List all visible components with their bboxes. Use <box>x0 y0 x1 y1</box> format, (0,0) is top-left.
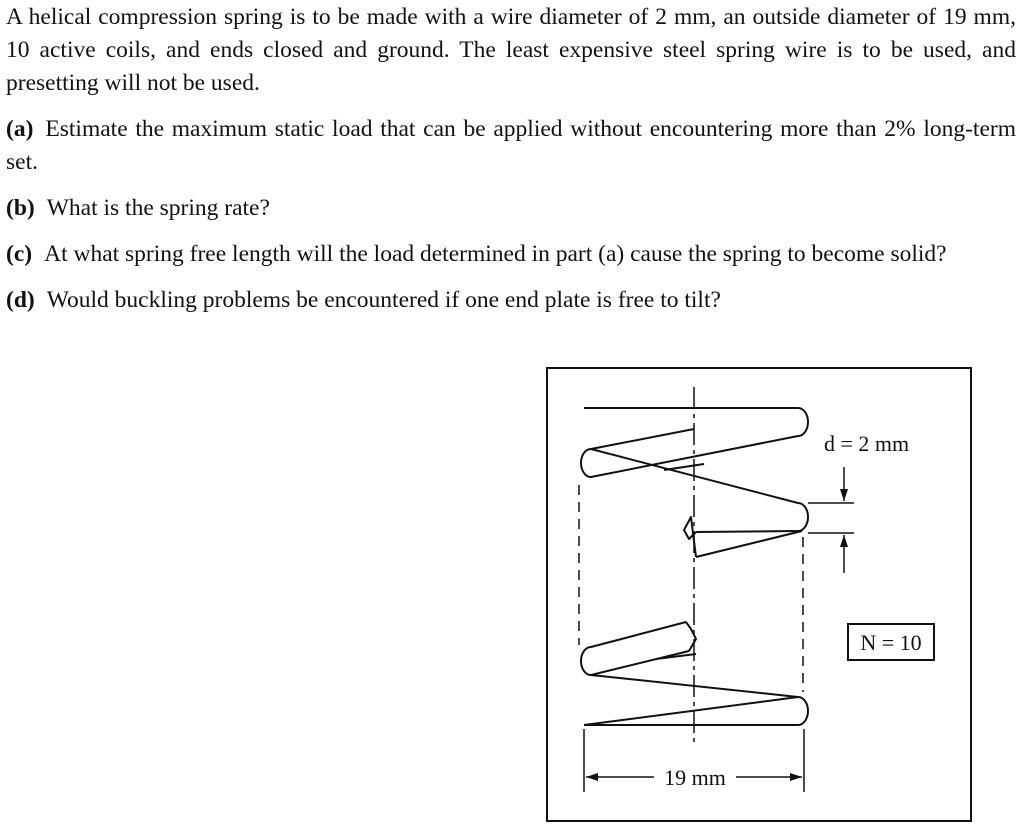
spring-diagram <box>546 367 972 822</box>
question-d <box>6 284 1016 317</box>
problem-intro: A helical compression spring is to be made with a wire diameter of 2 mm, an outside diameter of 19 mm, 10 active coils, and ends closed and ground. The least expensive steel spring wire is to be used, and presetting will not be used. <box>6 4 1016 96</box>
question-c <box>6 238 1016 271</box>
question-a <box>6 113 1016 179</box>
coil-count-label: N = 10 <box>860 630 922 655</box>
question-a-label: (a) <box>6 116 34 142</box>
spring-upper-coil-back <box>664 464 704 470</box>
question-b-text: What is the spring rate? <box>46 195 270 221</box>
question-b-label: (b) <box>6 195 35 221</box>
question-b <box>6 192 1016 225</box>
outside-diameter-label: 19 mm <box>664 765 726 790</box>
spring-figure <box>546 367 972 822</box>
problem-text <box>6 0 1016 317</box>
spring-lower-inner <box>591 651 689 675</box>
spring-bottom-back <box>584 697 798 725</box>
question-a-text: Estimate the maximum static load that can be applied without encountering more than 2% long-term set. <box>6 116 1016 175</box>
question-d-label: (d) <box>6 287 35 313</box>
spring-upper-back <box>696 531 802 557</box>
question-c-text: At what spring free length will the load determined in part (a) cause the spring to become solid? <box>44 241 947 267</box>
question-c-label: (c) <box>6 241 33 267</box>
spring-upper-coil <box>591 449 808 532</box>
wire-diameter-label: d = 2 mm <box>824 431 910 456</box>
question-d-text: Would buckling problems be encountered if one end plate is free to tilt? <box>46 287 721 313</box>
